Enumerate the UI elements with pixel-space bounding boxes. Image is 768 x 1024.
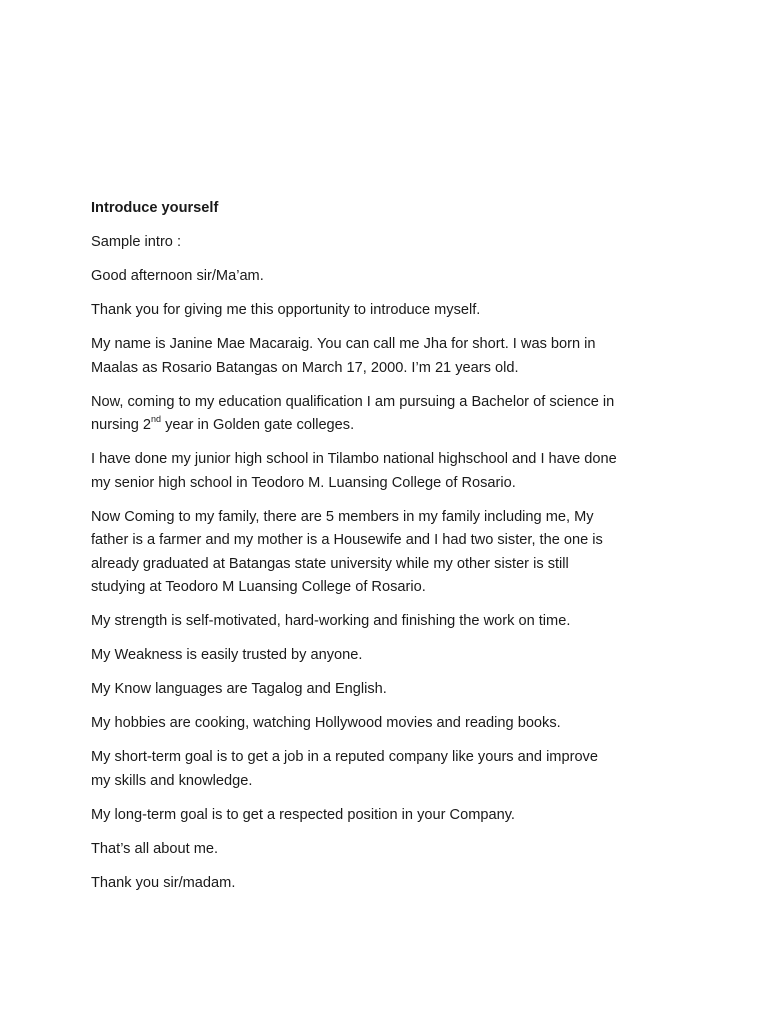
document-heading: Introduce yourself [91,200,219,216]
family-line-2: father is a farmer and my mother is a Housewife and I had two sister, the one is [91,532,603,548]
strength-paragraph: My strength is self-motivated, hard-working and finishing the work on time. [91,613,571,629]
family-line-3: already graduated at Batangas state university while my other sister is still [91,555,569,572]
ordinal-suffix: nd [151,414,162,425]
languages-paragraph: My Know languages are Tagalog and English. [91,681,387,697]
school-paragraph [91,448,691,495]
short-goal-line-2: my skills and knowledge. [91,772,253,789]
weakness-paragraph: My Weakness is easily trusted by anyone. [91,647,363,663]
thank-you-paragraph: Thank you sir/madam. [91,874,236,891]
education-line-2-start: nursing 2 [91,417,152,433]
hobbies-paragraph: My hobbies are cooking, watching Hollywood movies and reading books. [91,715,561,731]
family-paragraph [91,506,691,600]
name-line-2: Maalas as Rosario Batangas on March 17, 2000. I’m 21 years old. [91,359,519,376]
name-paragraph [91,333,691,380]
long-term-goal-paragraph: My long-term goal is to get a respected position in your Company. [91,806,515,823]
name-line-1: My name is Janine Mae Macaraig. You can call me Jha for short. I was born in [91,336,596,352]
education-line-1: Now, coming to my education qualification I am pursuing a Bachelor of science in [91,393,615,410]
school-line-1: I have done my junior high school in Tilambo national highschool and I have done [91,451,617,467]
education-line-2-end: year in Golden gate colleges. [161,417,355,433]
closing-paragraph: That’s all about me. [91,840,219,857]
thanks-opportunity-paragraph: Thank you for giving me this opportunity to introduce myself. [91,302,481,318]
sample-intro-label: Sample intro : [91,234,182,250]
school-line-2: my senior high school in Teodoro M. Luansing College of Rosario. [91,474,516,491]
short-term-goal-paragraph [91,746,691,793]
document-body [91,197,691,906]
family-line-1: Now Coming to my family, there are 5 members in my family including me, My [91,508,594,525]
greeting-paragraph: Good afternoon sir/Ma’am. [91,268,264,284]
short-goal-line-1: My short-term goal is to get a job in a reputed company like yours and improve [91,749,598,765]
education-paragraph [91,391,691,438]
family-line-4: studying at Teodoro M Luansing College of Rosario. [91,579,426,595]
